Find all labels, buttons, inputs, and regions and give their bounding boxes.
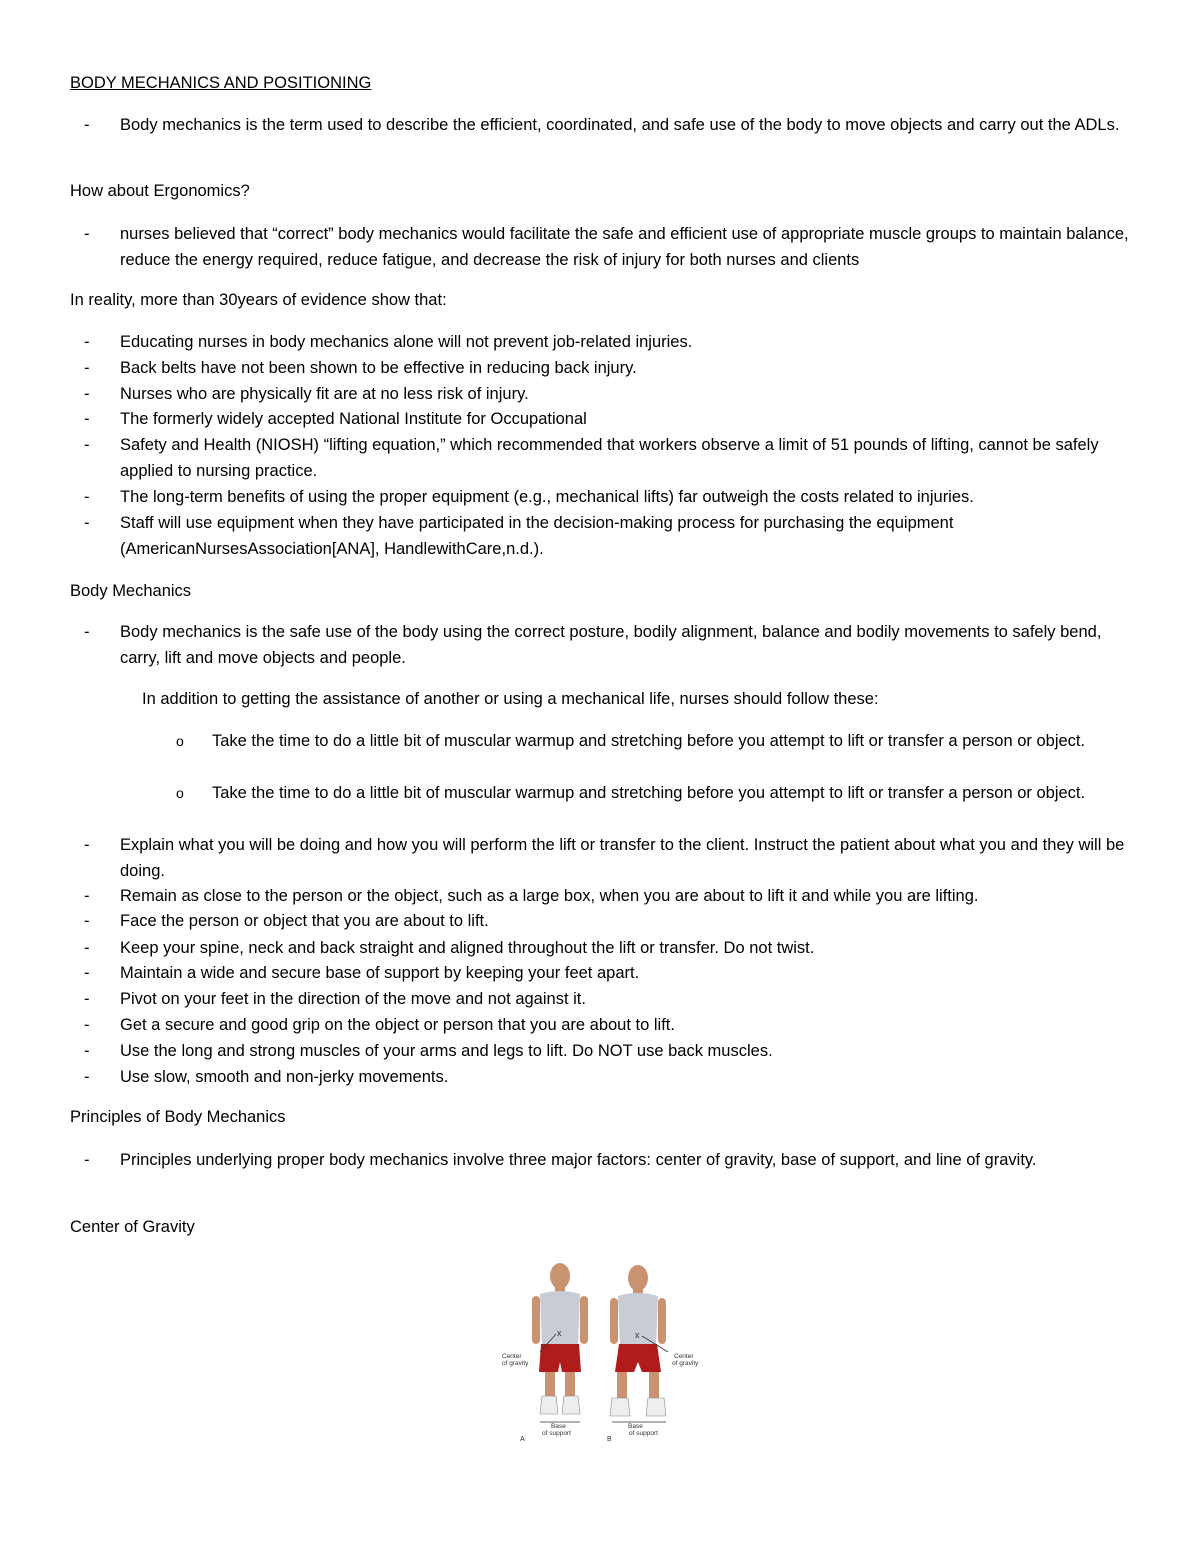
center-of-gravity-figure	[496, 1254, 708, 1444]
ergonomics-item: nurses believed that “correct” body mechanics would facilitate the safe and efficient use of appropriate muscle groups to maintain balance, reduce the energy required, reduce fatigue, and decrease the risk of injury for both nurses and clients	[120, 225, 1129, 269]
shorts	[615, 1344, 661, 1372]
reality-item: Back belts have not been shown to be effective in reducing back injury.	[120, 359, 637, 377]
sub-bullet: o	[176, 785, 184, 801]
leg	[617, 1372, 627, 1398]
tip-item: Get a secure and good grip on the object or person that you are about to lift.	[120, 1016, 675, 1034]
shoe	[646, 1398, 666, 1416]
bullet-dash: -	[84, 1016, 90, 1034]
bullet-dash: -	[84, 1068, 90, 1086]
leg	[565, 1372, 575, 1396]
tip-item: Face the person or object that you are about to lift.	[120, 912, 489, 930]
reality-item: The long-term benefits of using the proper equipment (e.g., mechanical lifts) far outweigh the costs related to injuries.	[120, 488, 974, 506]
bullet-dash: -	[84, 410, 90, 428]
panel-label-b: B	[607, 1436, 612, 1443]
leg	[545, 1372, 555, 1396]
bullet-dash: -	[84, 333, 90, 351]
reality-item: The formerly widely accepted National Institute for Occupational	[120, 410, 587, 428]
reality-heading: In reality, more than 30years of evidence show that:	[70, 291, 447, 309]
bullet-dash: -	[84, 385, 90, 403]
base-label-b: of support	[629, 1430, 658, 1437]
base-label-a: of support	[542, 1430, 571, 1437]
bullet-dash: -	[84, 116, 90, 134]
tip-item: Use slow, smooth and non-jerky movements.	[120, 1068, 449, 1086]
sub-bullet: o	[176, 733, 184, 749]
arm	[580, 1296, 588, 1344]
gravity-marker-x: x	[635, 1330, 640, 1340]
arm	[658, 1298, 666, 1344]
bullet-dash: -	[84, 488, 90, 506]
bullet-dash: -	[84, 436, 90, 454]
head	[628, 1265, 648, 1291]
tip-item: Pivot on your feet in the direction of the move and not against it.	[120, 990, 586, 1008]
tip-item: Keep your spine, neck and back straight and aligned throughout the lift or transfer. Do not twist.	[120, 939, 815, 957]
ergonomics-heading: How about Ergonomics?	[70, 182, 250, 200]
center-label-b: of gravity	[672, 1360, 699, 1367]
bullet-dash: -	[84, 964, 90, 982]
bullet-dash: -	[84, 623, 90, 641]
bullet-dash: -	[84, 836, 90, 854]
figure-a-person	[532, 1263, 588, 1422]
page-title: BODY MECHANICS AND POSITIONING	[70, 74, 372, 92]
figure-b-person	[610, 1265, 668, 1422]
reality-item: Staff will use equipment when they have participated in the decision-making process for purchasing the equipment (AmericanNursesAssociation[ANA], HandlewithCare,n.d.).	[120, 514, 954, 558]
reality-item: Safety and Health (NIOSH) “lifting equation,” which recommended that workers observe a limit of 51 pounds of lifting, cannot be safely applied to nursing practice.	[120, 436, 1099, 480]
center-label-b: Center	[674, 1353, 694, 1360]
base-label-a: Base	[551, 1423, 566, 1430]
principles-heading: Principles of Body Mechanics	[70, 1108, 286, 1126]
body-mechanics-heading: Body Mechanics	[70, 582, 192, 600]
gravity-marker-x: x	[557, 1328, 562, 1338]
tip-item: Use the long and strong muscles of your arms and legs to lift. Do NOT use back muscles.	[120, 1042, 773, 1060]
bullet-dash: -	[84, 1151, 90, 1169]
bullet-dash: -	[84, 939, 90, 957]
shorts	[539, 1344, 581, 1372]
center-label-a: of gravity	[502, 1360, 529, 1367]
bullet-dash: -	[84, 1042, 90, 1060]
bullet-dash: -	[84, 990, 90, 1008]
intro-item: Body mechanics is the term used to describe the efficient, coordinated, and safe use of the body to move objects and carry out the ADLs.	[120, 116, 1120, 134]
bullet-dash: -	[84, 887, 90, 905]
body-mechanics-note: In addition to getting the assistance of another or using a mechanical life, nurses should follow these:	[142, 690, 879, 708]
tip-item: Maintain a wide and secure base of support by keeping your feet apart.	[120, 964, 640, 982]
bullet-dash: -	[84, 225, 90, 243]
shoe	[540, 1396, 558, 1414]
tip-item: Remain as close to the person or the object, such as a large box, when you are about to lift it and while you are lifting.	[120, 887, 979, 905]
bullet-dash: -	[84, 514, 90, 532]
arm	[532, 1296, 540, 1344]
shoe	[610, 1398, 630, 1416]
panel-label-a: A	[520, 1436, 525, 1443]
principles-item: Principles underlying proper body mechanics involve three major factors: center of gravity, base of support, and line of gravity.	[120, 1151, 1037, 1169]
center-label-a: Center	[502, 1353, 522, 1360]
shoe	[562, 1396, 580, 1414]
bullet-dash: -	[84, 359, 90, 377]
arm	[610, 1298, 618, 1344]
leg	[649, 1372, 659, 1398]
sub-item: Take the time to do a little bit of muscular warmup and stretching before you attempt to lift or transfer a person or object.	[212, 784, 1086, 802]
bullet-dash: -	[84, 912, 90, 930]
sub-item: Take the time to do a little bit of muscular warmup and stretching before you attempt to lift or transfer a person or object.	[212, 732, 1086, 750]
tip-item: Explain what you will be doing and how you will perform the lift or transfer to the client. Instruct the patient about what you and they will be doing.	[120, 836, 1125, 880]
body-mechanics-item: Body mechanics is the safe use of the body using the correct posture, bodily alignment, balance and bodily movements to safely bend, carry, lift and move objects and people.	[120, 623, 1102, 667]
base-label-b: Base	[628, 1423, 643, 1430]
center-of-gravity-heading: Center of Gravity	[70, 1218, 195, 1236]
head	[550, 1263, 570, 1289]
reality-item: Nurses who are physically fit are at no less risk of injury.	[120, 385, 529, 403]
reality-item: Educating nurses in body mechanics alone will not prevent job-related injuries.	[120, 333, 693, 351]
